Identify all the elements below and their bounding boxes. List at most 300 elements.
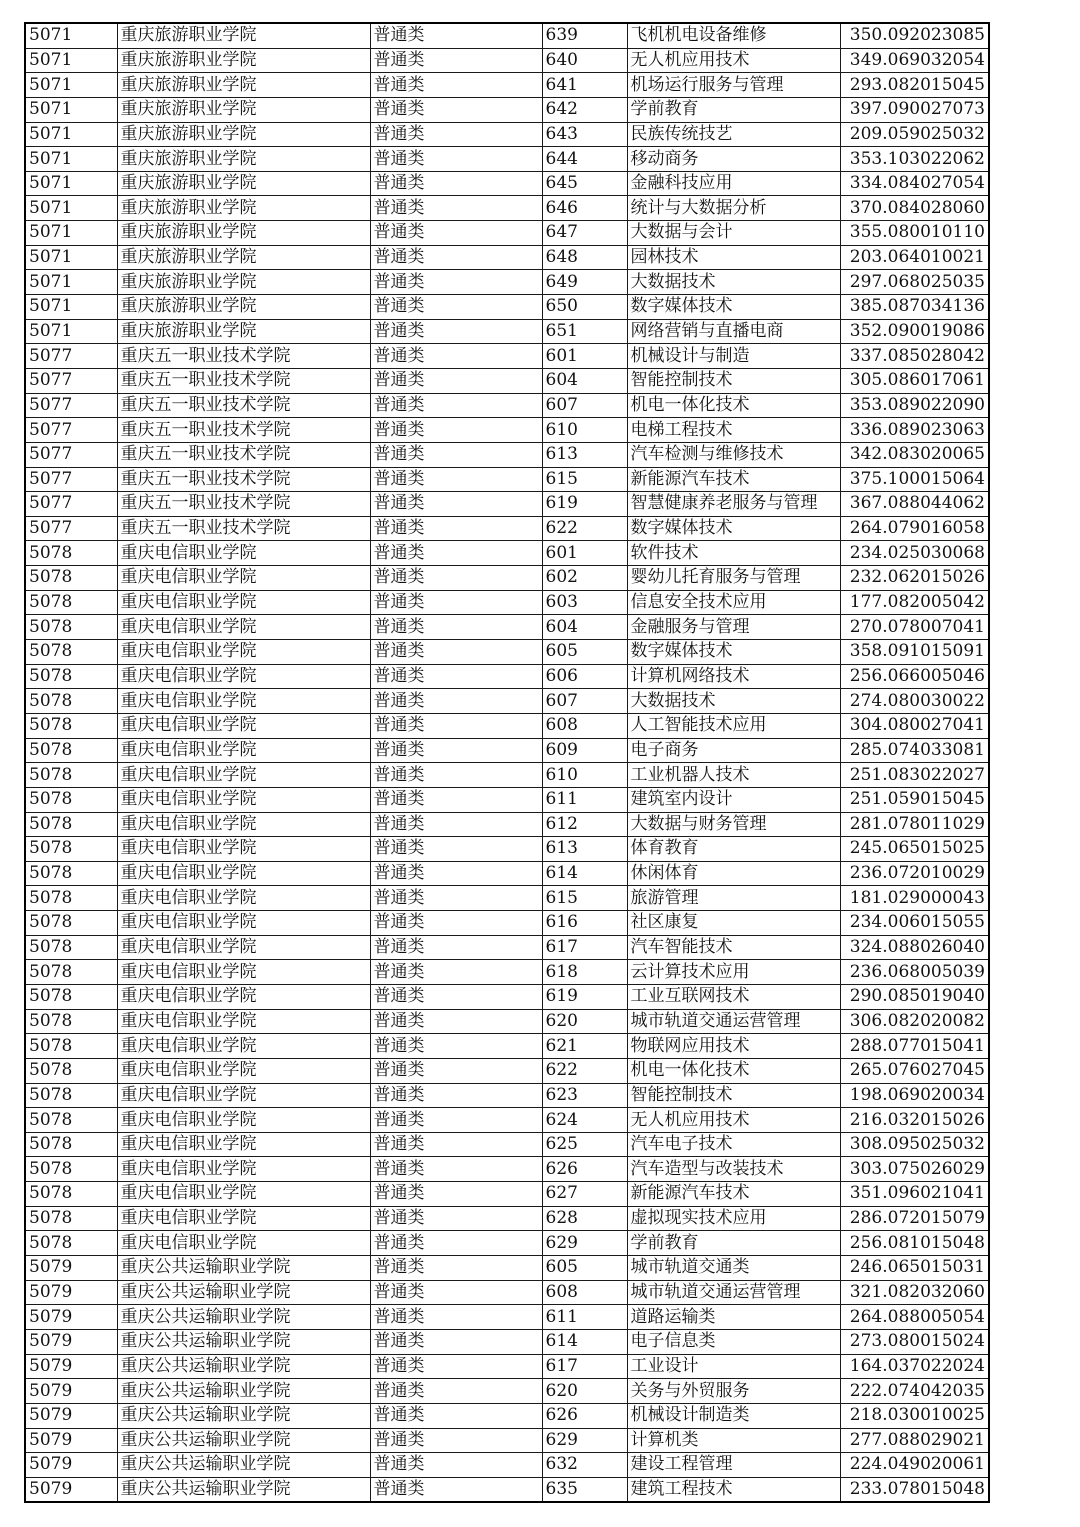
major-name-cell: 虚拟现实技术应用 [627, 1206, 840, 1231]
score-cell: 303.075026029 [840, 1157, 989, 1182]
school-name-cell: 重庆电信职业学院 [117, 763, 370, 788]
table-row [25, 1009, 989, 1034]
school-name-cell: 重庆五一职业技术学院 [117, 418, 370, 443]
school-code-cell: 5079 [25, 1403, 117, 1428]
major-name-cell: 汽车智能技术 [627, 935, 840, 960]
major-name-cell: 关务与外贸服务 [627, 1379, 840, 1404]
school-name-cell: 重庆公共运输职业学院 [117, 1379, 370, 1404]
school-code-cell: 5078 [25, 984, 117, 1009]
score-cell: 324.088026040 [840, 935, 989, 960]
major-code-cell: 619 [542, 984, 627, 1009]
school-code-cell: 5078 [25, 1182, 117, 1207]
score-cell: 246.065015031 [840, 1256, 989, 1281]
school-code-cell: 5078 [25, 566, 117, 591]
major-code-cell: 610 [542, 763, 627, 788]
major-name-cell: 信息安全技术应用 [627, 590, 840, 615]
school-name-cell: 重庆五一职业技术学院 [117, 516, 370, 541]
category-cell: 普通类 [370, 837, 542, 862]
school-name-cell: 重庆电信职业学院 [117, 640, 370, 665]
major-code-cell: 605 [542, 640, 627, 665]
table-row [25, 1329, 989, 1354]
major-code-cell: 615 [542, 886, 627, 911]
school-name-cell: 重庆电信职业学院 [117, 689, 370, 714]
table-row [25, 1428, 989, 1453]
major-code-cell: 604 [542, 368, 627, 393]
table-row [25, 984, 989, 1009]
major-code-cell: 608 [542, 1280, 627, 1305]
major-name-cell: 城市轨道交通类 [627, 1256, 840, 1281]
major-name-cell: 数字媒体技术 [627, 640, 840, 665]
major-name-cell: 云计算技术应用 [627, 960, 840, 985]
school-code-cell: 5078 [25, 1132, 117, 1157]
major-name-cell: 道路运输类 [627, 1305, 840, 1330]
score-cell: 251.059015045 [840, 787, 989, 812]
table-row [25, 1477, 989, 1502]
school-name-cell: 重庆旅游职业学院 [117, 97, 370, 122]
score-cell: 397.090027073 [840, 97, 989, 122]
school-code-cell: 5079 [25, 1305, 117, 1330]
school-code-cell: 5078 [25, 861, 117, 886]
major-code-cell: 603 [542, 590, 627, 615]
major-name-cell: 智能控制技术 [627, 368, 840, 393]
major-name-cell: 机电一体化技术 [627, 1058, 840, 1083]
category-cell: 普通类 [370, 1305, 542, 1330]
school-name-cell: 重庆电信职业学院 [117, 837, 370, 862]
category-cell: 普通类 [370, 689, 542, 714]
major-name-cell: 电子信息类 [627, 1329, 840, 1354]
school-name-cell: 重庆电信职业学院 [117, 738, 370, 763]
table-row [25, 566, 989, 591]
major-code-cell: 644 [542, 147, 627, 172]
school-code-cell: 5079 [25, 1428, 117, 1453]
school-name-cell: 重庆电信职业学院 [117, 590, 370, 615]
score-cell: 177.082005042 [840, 590, 989, 615]
major-code-cell: 635 [542, 1477, 627, 1502]
category-cell: 普通类 [370, 664, 542, 689]
school-code-cell: 5071 [25, 23, 117, 48]
school-name-cell: 重庆公共运输职业学院 [117, 1354, 370, 1379]
score-cell: 274.080030022 [840, 689, 989, 714]
score-cell: 290.085019040 [840, 984, 989, 1009]
major-code-cell: 618 [542, 960, 627, 985]
major-code-cell: 614 [542, 1329, 627, 1354]
category-cell: 普通类 [370, 221, 542, 246]
major-code-cell: 629 [542, 1231, 627, 1256]
major-name-cell: 金融服务与管理 [627, 615, 840, 640]
school-name-cell: 重庆电信职业学院 [117, 960, 370, 985]
school-name-cell: 重庆电信职业学院 [117, 812, 370, 837]
major-code-cell: 601 [542, 344, 627, 369]
major-code-cell: 626 [542, 1403, 627, 1428]
school-code-cell: 5071 [25, 48, 117, 73]
school-name-cell: 重庆公共运输职业学院 [117, 1453, 370, 1478]
category-cell: 普通类 [370, 1182, 542, 1207]
score-cell: 375.100015064 [840, 467, 989, 492]
school-name-cell: 重庆五一职业技术学院 [117, 467, 370, 492]
table-row [25, 640, 989, 665]
table-row [25, 1108, 989, 1133]
category-cell: 普通类 [370, 1453, 542, 1478]
category-cell: 普通类 [370, 1083, 542, 1108]
score-cell: 245.065015025 [840, 837, 989, 862]
table-row [25, 664, 989, 689]
school-code-cell: 5078 [25, 1108, 117, 1133]
score-cell: 232.062015026 [840, 566, 989, 591]
score-cell: 233.078015048 [840, 1477, 989, 1502]
school-name-cell: 重庆旅游职业学院 [117, 171, 370, 196]
category-cell: 普通类 [370, 960, 542, 985]
school-name-cell: 重庆电信职业学院 [117, 566, 370, 591]
table-row [25, 812, 989, 837]
major-name-cell: 城市轨道交通运营管理 [627, 1280, 840, 1305]
category-cell: 普通类 [370, 861, 542, 886]
table-row [25, 196, 989, 221]
score-cell: 264.079016058 [840, 516, 989, 541]
category-cell: 普通类 [370, 147, 542, 172]
major-name-cell: 人工智能技术应用 [627, 713, 840, 738]
school-name-cell: 重庆五一职业技术学院 [117, 368, 370, 393]
score-cell: 286.072015079 [840, 1206, 989, 1231]
major-code-cell: 649 [542, 270, 627, 295]
score-cell: 350.092023085 [840, 23, 989, 48]
major-name-cell: 飞机机电设备维修 [627, 23, 840, 48]
major-name-cell: 汽车电子技术 [627, 1132, 840, 1157]
table-row [25, 221, 989, 246]
major-code-cell: 651 [542, 319, 627, 344]
major-name-cell: 建设工程管理 [627, 1453, 840, 1478]
major-name-cell: 工业互联网技术 [627, 984, 840, 1009]
category-cell: 普通类 [370, 245, 542, 270]
school-name-cell: 重庆旅游职业学院 [117, 319, 370, 344]
major-name-cell: 体育教育 [627, 837, 840, 862]
category-cell: 普通类 [370, 393, 542, 418]
school-name-cell: 重庆电信职业学院 [117, 1058, 370, 1083]
major-name-cell: 无人机应用技术 [627, 48, 840, 73]
major-code-cell: 605 [542, 1256, 627, 1281]
table-row [25, 1083, 989, 1108]
major-code-cell: 609 [542, 738, 627, 763]
major-code-cell: 621 [542, 1034, 627, 1059]
category-cell: 普通类 [370, 1058, 542, 1083]
school-code-cell: 5078 [25, 1231, 117, 1256]
category-cell: 普通类 [370, 763, 542, 788]
major-name-cell: 无人机应用技术 [627, 1108, 840, 1133]
major-code-cell: 627 [542, 1182, 627, 1207]
school-code-cell: 5079 [25, 1280, 117, 1305]
table-row [25, 1206, 989, 1231]
school-code-cell: 5071 [25, 171, 117, 196]
school-name-cell: 重庆旅游职业学院 [117, 295, 370, 320]
score-cell: 349.069032054 [840, 48, 989, 73]
major-code-cell: 648 [542, 245, 627, 270]
major-code-cell: 620 [542, 1009, 627, 1034]
school-code-cell: 5078 [25, 640, 117, 665]
table-row [25, 615, 989, 640]
major-code-cell: 612 [542, 812, 627, 837]
school-name-cell: 重庆电信职业学院 [117, 1108, 370, 1133]
major-code-cell: 607 [542, 393, 627, 418]
table-row [25, 171, 989, 196]
category-cell: 普通类 [370, 23, 542, 48]
table-row [25, 344, 989, 369]
major-code-cell: 617 [542, 1354, 627, 1379]
category-cell: 普通类 [370, 270, 542, 295]
table-row [25, 48, 989, 73]
category-cell: 普通类 [370, 812, 542, 837]
major-code-cell: 614 [542, 861, 627, 886]
school-code-cell: 5071 [25, 319, 117, 344]
major-code-cell: 602 [542, 566, 627, 591]
major-code-cell: 641 [542, 73, 627, 98]
major-code-cell: 617 [542, 935, 627, 960]
table-row [25, 1305, 989, 1330]
school-code-cell: 5071 [25, 245, 117, 270]
category-cell: 普通类 [370, 566, 542, 591]
major-name-cell: 移动商务 [627, 147, 840, 172]
table-row [25, 590, 989, 615]
school-code-cell: 5078 [25, 935, 117, 960]
category-cell: 普通类 [370, 319, 542, 344]
major-name-cell: 汽车造型与改装技术 [627, 1157, 840, 1182]
major-name-cell: 计算机网络技术 [627, 664, 840, 689]
score-cell: 236.068005039 [840, 960, 989, 985]
score-cell: 277.088029021 [840, 1428, 989, 1453]
category-cell: 普通类 [370, 97, 542, 122]
score-cell: 306.082020082 [840, 1009, 989, 1034]
score-cell: 385.087034136 [840, 295, 989, 320]
major-code-cell: 606 [542, 664, 627, 689]
table-row [25, 23, 989, 48]
category-cell: 普通类 [370, 467, 542, 492]
score-cell: 351.096021041 [840, 1182, 989, 1207]
major-name-cell: 学前教育 [627, 97, 840, 122]
major-name-cell: 机械设计与制造 [627, 344, 840, 369]
score-cell: 222.074042035 [840, 1379, 989, 1404]
category-cell: 普通类 [370, 1108, 542, 1133]
table-row [25, 1256, 989, 1281]
score-cell: 367.088044062 [840, 492, 989, 517]
school-code-cell: 5079 [25, 1453, 117, 1478]
table-row [25, 368, 989, 393]
score-cell: 265.076027045 [840, 1058, 989, 1083]
table-row [25, 1034, 989, 1059]
school-code-cell: 5078 [25, 738, 117, 763]
score-cell: 203.064010021 [840, 245, 989, 270]
school-name-cell: 重庆五一职业技术学院 [117, 492, 370, 517]
school-code-cell: 5077 [25, 442, 117, 467]
table-row [25, 319, 989, 344]
major-code-cell: 619 [542, 492, 627, 517]
score-cell: 353.089022090 [840, 393, 989, 418]
table-row [25, 763, 989, 788]
score-cell: 251.083022027 [840, 763, 989, 788]
school-code-cell: 5078 [25, 590, 117, 615]
table-row [25, 837, 989, 862]
score-cell: 264.088005054 [840, 1305, 989, 1330]
category-cell: 普通类 [370, 516, 542, 541]
score-cell: 337.085028042 [840, 344, 989, 369]
major-name-cell: 婴幼儿托育服务与管理 [627, 566, 840, 591]
major-name-cell: 建筑室内设计 [627, 787, 840, 812]
school-name-cell: 重庆电信职业学院 [117, 886, 370, 911]
school-code-cell: 5078 [25, 886, 117, 911]
score-cell: 297.068025035 [840, 270, 989, 295]
table-row [25, 935, 989, 960]
major-name-cell: 学前教育 [627, 1231, 840, 1256]
category-cell: 普通类 [370, 1379, 542, 1404]
school-code-cell: 5078 [25, 1083, 117, 1108]
school-name-cell: 重庆公共运输职业学院 [117, 1329, 370, 1354]
score-cell: 236.072010029 [840, 861, 989, 886]
school-name-cell: 重庆公共运输职业学院 [117, 1256, 370, 1281]
school-code-cell: 5071 [25, 97, 117, 122]
major-code-cell: 613 [542, 837, 627, 862]
school-code-cell: 5079 [25, 1354, 117, 1379]
major-code-cell: 642 [542, 97, 627, 122]
major-code-cell: 615 [542, 467, 627, 492]
major-code-cell: 645 [542, 171, 627, 196]
score-cell: 305.086017061 [840, 368, 989, 393]
score-cell: 234.006015055 [840, 911, 989, 936]
school-code-cell: 5071 [25, 270, 117, 295]
school-name-cell: 重庆五一职业技术学院 [117, 393, 370, 418]
major-code-cell: 611 [542, 787, 627, 812]
table-row [25, 418, 989, 443]
score-cell: 216.032015026 [840, 1108, 989, 1133]
table-row [25, 1403, 989, 1428]
table-row [25, 442, 989, 467]
table-row [25, 886, 989, 911]
category-cell: 普通类 [370, 787, 542, 812]
major-name-cell: 智慧健康养老服务与管理 [627, 492, 840, 517]
table-row [25, 689, 989, 714]
major-code-cell: 624 [542, 1108, 627, 1133]
major-code-cell: 647 [542, 221, 627, 246]
major-name-cell: 新能源汽车技术 [627, 467, 840, 492]
table-row [25, 492, 989, 517]
major-name-cell: 软件技术 [627, 541, 840, 566]
major-name-cell: 新能源汽车技术 [627, 1182, 840, 1207]
school-code-cell: 5077 [25, 393, 117, 418]
score-cell: 353.103022062 [840, 147, 989, 172]
table-row [25, 467, 989, 492]
school-code-cell: 5078 [25, 664, 117, 689]
category-cell: 普通类 [370, 911, 542, 936]
school-code-cell: 5077 [25, 418, 117, 443]
school-name-cell: 重庆五一职业技术学院 [117, 442, 370, 467]
category-cell: 普通类 [370, 295, 542, 320]
category-cell: 普通类 [370, 1256, 542, 1281]
school-code-cell: 5079 [25, 1477, 117, 1502]
school-code-cell: 5079 [25, 1379, 117, 1404]
school-code-cell: 5078 [25, 541, 117, 566]
major-name-cell: 机场运行服务与管理 [627, 73, 840, 98]
score-cell: 209.059025032 [840, 122, 989, 147]
table-row [25, 1280, 989, 1305]
school-name-cell: 重庆电信职业学院 [117, 1157, 370, 1182]
school-name-cell: 重庆旅游职业学院 [117, 122, 370, 147]
major-name-cell: 数字媒体技术 [627, 295, 840, 320]
category-cell: 普通类 [370, 492, 542, 517]
school-name-cell: 重庆旅游职业学院 [117, 48, 370, 73]
major-name-cell: 旅游管理 [627, 886, 840, 911]
major-name-cell: 大数据与财务管理 [627, 812, 840, 837]
major-code-cell: 625 [542, 1132, 627, 1157]
school-name-cell: 重庆公共运输职业学院 [117, 1403, 370, 1428]
score-cell: 218.030010025 [840, 1403, 989, 1428]
table-row [25, 1182, 989, 1207]
major-name-cell: 电子商务 [627, 738, 840, 763]
major-name-cell: 民族传统技艺 [627, 122, 840, 147]
category-cell: 普通类 [370, 541, 542, 566]
table-row [25, 295, 989, 320]
major-code-cell: 640 [542, 48, 627, 73]
score-cell: 164.037022024 [840, 1354, 989, 1379]
table-row [25, 147, 989, 172]
score-cell: 304.080027041 [840, 713, 989, 738]
category-cell: 普通类 [370, 1428, 542, 1453]
score-cell: 352.090019086 [840, 319, 989, 344]
school-name-cell: 重庆电信职业学院 [117, 541, 370, 566]
score-cell: 256.081015048 [840, 1231, 989, 1256]
table-row [25, 1231, 989, 1256]
school-name-cell: 重庆公共运输职业学院 [117, 1428, 370, 1453]
table-row [25, 1453, 989, 1478]
table-row [25, 245, 989, 270]
table-row [25, 541, 989, 566]
major-code-cell: 601 [542, 541, 627, 566]
category-cell: 普通类 [370, 713, 542, 738]
school-code-cell: 5078 [25, 713, 117, 738]
major-name-cell: 数字媒体技术 [627, 516, 840, 541]
school-name-cell: 重庆电信职业学院 [117, 984, 370, 1009]
school-name-cell: 重庆电信职业学院 [117, 664, 370, 689]
major-name-cell: 电梯工程技术 [627, 418, 840, 443]
major-name-cell: 建筑工程技术 [627, 1477, 840, 1502]
school-name-cell: 重庆旅游职业学院 [117, 147, 370, 172]
school-code-cell: 5077 [25, 344, 117, 369]
school-code-cell: 5078 [25, 911, 117, 936]
score-cell: 224.049020061 [840, 1453, 989, 1478]
school-name-cell: 重庆电信职业学院 [117, 1034, 370, 1059]
category-cell: 普通类 [370, 1132, 542, 1157]
category-cell: 普通类 [370, 590, 542, 615]
major-name-cell: 工业机器人技术 [627, 763, 840, 788]
table-row [25, 270, 989, 295]
major-code-cell: 632 [542, 1453, 627, 1478]
major-name-cell: 物联网应用技术 [627, 1034, 840, 1059]
school-code-cell: 5079 [25, 1329, 117, 1354]
major-name-cell: 大数据技术 [627, 270, 840, 295]
table-row [25, 516, 989, 541]
category-cell: 普通类 [370, 1157, 542, 1182]
table-row [25, 713, 989, 738]
major-name-cell: 统计与大数据分析 [627, 196, 840, 221]
school-name-cell: 重庆旅游职业学院 [117, 196, 370, 221]
school-code-cell: 5078 [25, 837, 117, 862]
table-row [25, 122, 989, 147]
school-code-cell: 5078 [25, 1157, 117, 1182]
major-code-cell: 620 [542, 1379, 627, 1404]
major-code-cell: 604 [542, 615, 627, 640]
major-name-cell: 机电一体化技术 [627, 393, 840, 418]
score-cell: 285.074033081 [840, 738, 989, 763]
school-name-cell: 重庆电信职业学院 [117, 1083, 370, 1108]
major-code-cell: 613 [542, 442, 627, 467]
category-cell: 普通类 [370, 1206, 542, 1231]
score-cell: 281.078011029 [840, 812, 989, 837]
major-code-cell: 628 [542, 1206, 627, 1231]
